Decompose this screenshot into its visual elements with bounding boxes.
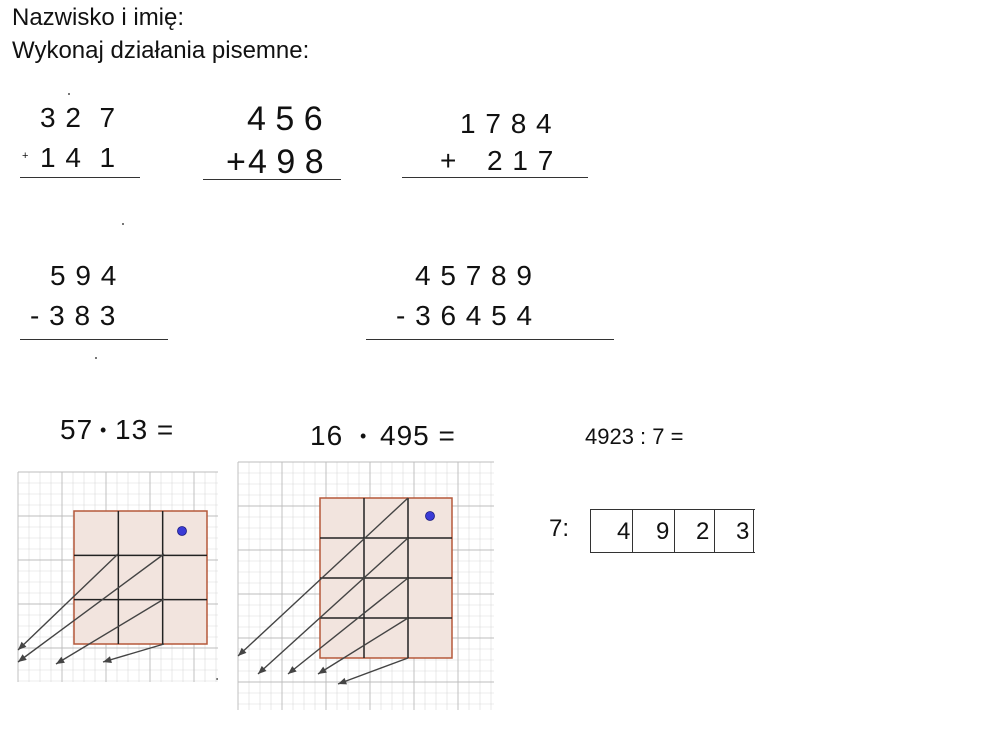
subtraction-2-top: 4 5 7 8 9 [415,260,533,291]
subtraction-1-rule [20,339,168,340]
multiplication-2-factor-a: 16 [310,420,344,451]
arrow-head-icon [338,678,347,685]
multiplication-2-factor-b: 495 = [380,420,456,451]
subtraction-2-bottom: - 3 6 4 5 4 [396,300,534,331]
division-digit: 2 [696,518,710,545]
multiplication-1-factor-a: 57 [60,414,94,445]
lattice-grid-1 [18,472,218,682]
addition-3-rule [402,177,588,178]
stray-dot [122,223,124,225]
division-digit: 4 [617,518,631,545]
division-digit: 9 [656,518,670,545]
arrow-head-icon [18,654,27,662]
addition-1-rule [20,177,140,178]
addition-2-operator: + [226,143,246,181]
addition-3-operator: + [440,145,458,176]
stray-dot [95,357,97,359]
division-expression: 4923 : 7 = [585,424,684,449]
lattice-grid-2 [238,462,494,710]
marker-dot-icon [426,512,435,521]
addition-1-top: 3 2 7 [40,102,117,133]
instruction-text: Wykonaj działania pisemne: [12,37,310,64]
name-label: Nazwisko i imię: [12,4,185,31]
arrow-head-icon [103,656,112,663]
addition-2-top: 4 5 6 [247,100,323,138]
addition-2-rule [203,179,341,180]
addition-2-bottom: 4 9 8 [248,143,324,181]
division-digit: 3 [736,518,750,545]
stray-dot [68,93,70,95]
subtraction-1-bottom: - 3 8 3 [30,300,117,331]
addition-1-bottom: 1 4 1 [40,142,117,173]
division-divisor-label: 7: [549,515,570,542]
subtraction-2-rule [366,339,614,340]
addition-1-operator: + [22,150,29,162]
marker-dot-icon [178,527,187,536]
division-digit-box [590,509,755,553]
arrow-head-icon [56,657,65,664]
addition-3-bottom: 2 1 7 [487,145,555,176]
addition-3-top: 1 7 8 4 [460,108,553,139]
multiply-dot-icon: • [360,426,367,446]
subtraction-1-top: 5 9 4 [50,260,118,291]
multiplication-1-factor-b: 13 = [115,414,175,445]
multiply-dot-icon: • [100,420,107,440]
